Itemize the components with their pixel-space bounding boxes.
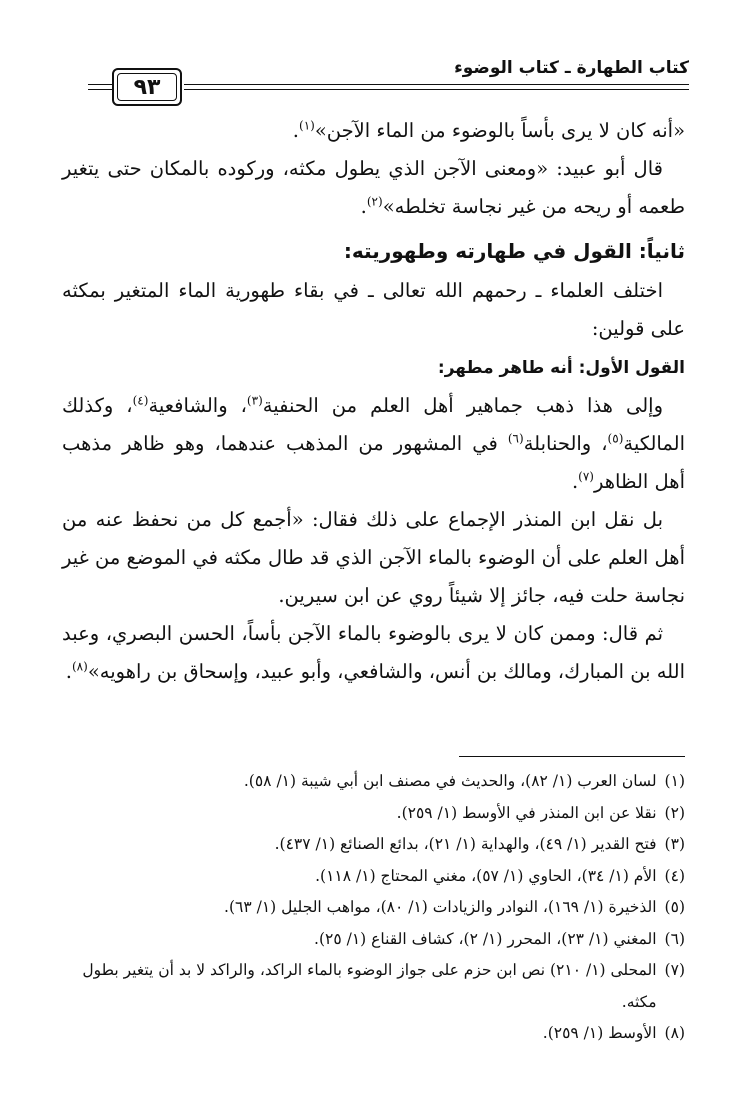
footnote-text: الذخيرة (١/ ١٦٩)، النوادر والزيادات (١/ ٨٠)، مواهب الجليل (١/ ٦٣). — [224, 898, 657, 916]
footnote-text: المحلى (١/ ٢١٠) نص ابن حزم على جواز الوضوء بالماء الراكد، والراكد لا بد أن يتغير بطول مكثه. — [82, 961, 657, 1011]
main-text — [62, 112, 685, 691]
footnote-text: المغني (١/ ٢٣)، المحرر (١/ ٢)، كشاف القناع (١/ ٢٥). — [314, 929, 657, 948]
footnote-number: (٨) — [664, 1024, 685, 1042]
footnote-ref-4: (٤) — [132, 393, 149, 408]
footnote-item — [62, 924, 685, 956]
paragraph-1 — [62, 112, 685, 150]
paragraph-4-c: ، وكذلك المالكية — [62, 394, 685, 455]
footnote-ref-8: (٨) — [71, 659, 88, 674]
footnote-text: لسان العرب (١/ ٨٢)، والحديث في مصنف ابن أبي شيبة (١/ ٥٨). — [243, 772, 657, 790]
footnote-text: الأوسط (١/ ٢٥٩). — [542, 1024, 657, 1042]
footnote-ref-7: (٧) — [578, 469, 594, 484]
page-header — [88, 54, 689, 114]
paragraph-6-text: ثم قال: وممن كان لا يرى بالوضوء بالماء الآجن بأساً، الحسن البصري، وعبد الله بن المبارك، ومالك بن أنس، والشافعي، وأبو عبيد، وإسحاق بن راهويه» — [62, 622, 685, 683]
page-number: ٩٣ — [133, 74, 161, 100]
footnote-ref-5: (٥) — [607, 431, 624, 446]
running-title: كتاب الطهارة ـ كتاب الوضوء — [454, 58, 689, 78]
footnote-item — [62, 798, 685, 830]
paragraph-4-e: في المشهور من المذهب عندهما، وهو ظاهر مذهب أهل الظاهر — [62, 432, 685, 493]
footnote-item — [62, 892, 685, 924]
paragraph-5: بل نقل ابن المنذر الإجماع على ذلك فقال: «أجمع كل من نحفظ عنه من أهل العلم على أن الوضوء بالماء الآجن الذي قد طال مكثه في الموضع من غير نجاسة حلت فيه، جائز إلا شيئاً روي عن ابن سيرين. — [62, 508, 685, 607]
paragraph-1-text: «أنه كان لا يرى بأساً بالوضوء من الماء الآجن» — [314, 119, 685, 142]
footnote-number: (٤) — [664, 866, 685, 885]
footnote-item — [62, 955, 685, 1018]
paragraph-6-end: . — [65, 660, 72, 683]
footnote-text: نقلا عن ابن المنذر في الأوسط (١/ ٢٥٩). — [396, 803, 657, 822]
paragraph-3: اختلف العلماء ـ رحمهم الله تعالى ـ في بقاء طهورية الماء المتغير بمكثه على قولين: — [62, 279, 685, 340]
header-rule — [184, 84, 689, 90]
footnotes — [62, 766, 685, 1050]
paragraph-2-text: قال أبو عبيد: «ومعنى الآجن الذي يطول مكثه، وركوده بالمكان حتى يتغير طعمه أو ريحه من غير نجاسة تخلطه» — [62, 157, 685, 218]
footnote-text: فتح القدير (١/ ٤٩)، والهداية (١/ ٢١)، بدائع الصنائع (١/ ٤٣٧). — [274, 835, 657, 853]
subheading: القول الأول: أنه طاهر مطهر: — [437, 358, 685, 378]
paragraph-4-b: ، والشافعية — [148, 394, 247, 417]
footnote-number: (٦) — [664, 929, 685, 948]
footnote-number: (٥) — [664, 898, 685, 916]
paragraph-2 — [62, 150, 685, 226]
paragraph-4-d: ، والحنابلة — [523, 432, 608, 455]
section-heading: ثانياً: القول في طهارته وطهوريته: — [343, 239, 685, 263]
subheading-paragraph — [62, 348, 685, 387]
paragraph-1-end: . — [292, 119, 299, 142]
footnote-item — [62, 1018, 685, 1050]
page-number-box — [112, 68, 182, 106]
footnote-number: (٧) — [664, 961, 685, 979]
header-rule-left — [88, 84, 112, 90]
paragraph-4-f: . — [571, 470, 579, 493]
footnote-number: (٣) — [664, 835, 685, 853]
footnote-item — [62, 829, 685, 861]
footnote-ref-3: (٣) — [246, 393, 263, 408]
paragraph-4 — [62, 387, 685, 501]
footnote-ref-2: (٢) — [366, 194, 383, 209]
footnote-ref-6: (٦) — [507, 431, 524, 446]
paragraph-6 — [62, 615, 685, 691]
footnote-item — [62, 766, 685, 798]
paragraph-4-a: وإلى هذا ذهب جماهير أهل العلم من الحنفية — [262, 394, 663, 417]
footnote-number: (٢) — [664, 803, 685, 822]
footnote-item — [62, 861, 685, 893]
footnote-separator — [459, 756, 685, 757]
paragraph-2-end: . — [360, 195, 367, 218]
footnote-text: الأم (١/ ٣٤)، الحاوي (١/ ٥٧)، مغني المحتاج (١/ ١١٨). — [315, 866, 657, 885]
footnote-ref-1: (١) — [299, 118, 315, 133]
footnote-number: (١) — [664, 772, 685, 790]
